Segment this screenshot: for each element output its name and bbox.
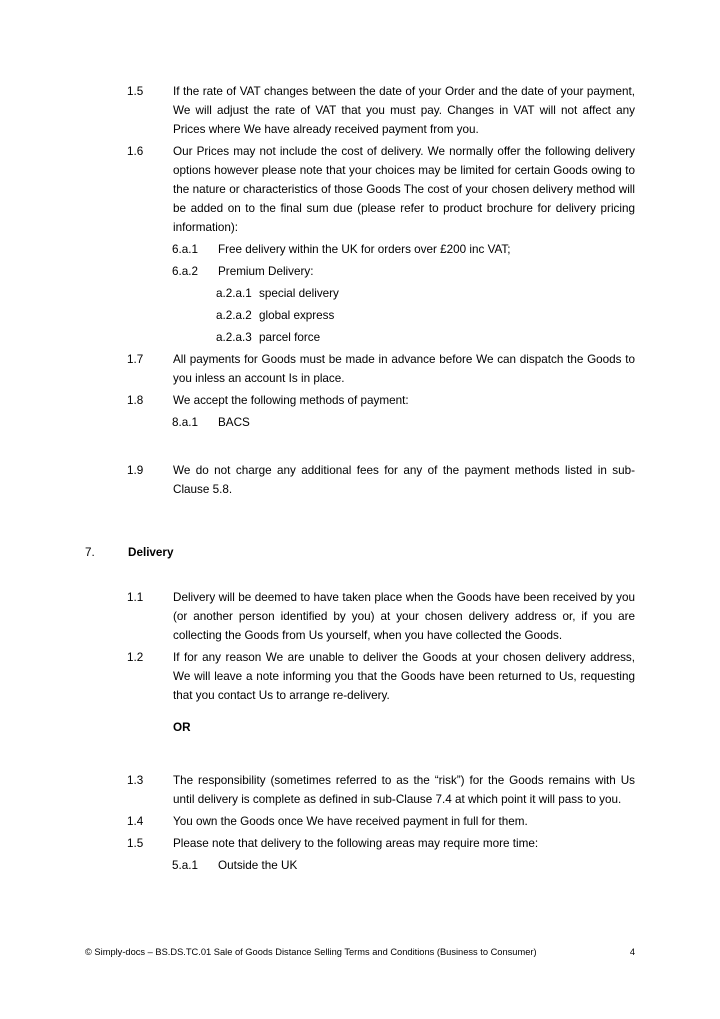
clause-1-5 xyxy=(0,82,720,139)
clause-text: We accept the following methods of payment: xyxy=(173,394,409,407)
subclause-number: 6.a.1 xyxy=(172,243,198,256)
clause-7-1-2 xyxy=(0,648,720,705)
subclause-text: Outside the UK xyxy=(218,859,298,872)
subclause-text: Free delivery within the UK for orders over £200 inc VAT; xyxy=(218,243,511,256)
clause-a-2-a-1 xyxy=(0,284,720,303)
clause-6-a-2 xyxy=(0,262,720,281)
clause-1-8 xyxy=(0,391,720,410)
spacer xyxy=(0,570,720,588)
subsubclause-number: a.2.a.1 xyxy=(216,287,252,300)
footer-page-number: 4 xyxy=(629,947,635,957)
spacer xyxy=(0,708,720,718)
clause-1-9 xyxy=(0,461,720,499)
clause-number: 1.3 xyxy=(127,774,144,787)
clause-5-a-1 xyxy=(0,856,720,875)
clause-number: 1.5 xyxy=(127,837,144,850)
clause-1-7 xyxy=(0,350,720,388)
section-number: 7. xyxy=(85,546,95,559)
clause-text: All payments for Goods must be made in advance before We can dispatch the Goods to you inless an account Is in place. xyxy=(173,353,635,385)
clause-text: We do not charge any additional fees for any of the payment methods listed in sub-Clause 5.8. xyxy=(173,464,635,496)
clause-text: You own the Goods once We have received payment in full for them. xyxy=(173,815,528,828)
clause-number: 1.9 xyxy=(127,464,144,477)
clause-number: 1.2 xyxy=(127,651,144,664)
subclause-number: 6.a.2 xyxy=(172,265,198,278)
page-footer xyxy=(85,946,635,959)
clause-number: 1.5 xyxy=(127,85,144,98)
subsubclause-number: a.2.a.2 xyxy=(216,309,252,322)
clause-number: 1.8 xyxy=(127,394,144,407)
subclause-number: 8.a.1 xyxy=(172,416,198,429)
clause-text: If the rate of VAT changes between the date of your Order and the date of your payment, We will adjust the rate of VAT that you must pay. Changes in VAT will not affect any Prices where We have already received payment from you. xyxy=(173,85,635,136)
subclause-text: BACS xyxy=(218,416,250,429)
clause-number: 1.6 xyxy=(127,145,144,158)
clause-number: 1.7 xyxy=(127,353,144,366)
section-heading-delivery xyxy=(0,543,720,562)
section-title: Delivery xyxy=(128,546,174,559)
clause-text: Our Prices may not include the cost of delivery. We normally offer the following delivery options however please note that your choices may be limited for certain Goods owing to the nature or characteristics of those Goods The cost of your chosen delivery method will be added on to the final sum due (please refer to product brochure for delivery pricing information): xyxy=(173,145,635,234)
clause-8-a-1 xyxy=(0,413,720,432)
spacer xyxy=(0,435,720,461)
subclause-number: 5.a.1 xyxy=(172,859,198,872)
clause-7-1-4 xyxy=(0,812,720,831)
clause-text: If for any reason We are unable to deliver the Goods at your chosen delivery address, We will leave a note informing you that the Goods have been returned to Us, requesting that you contact Us to arrange re-delivery. xyxy=(173,651,635,702)
clause-number: 1.1 xyxy=(127,591,144,604)
subsubclause-number: a.2.a.3 xyxy=(216,331,252,344)
subclause-text: Premium Delivery: xyxy=(218,265,314,278)
clause-1-6 xyxy=(0,142,720,237)
subsubclause-text: global express xyxy=(259,309,335,322)
clause-7-1-1 xyxy=(0,588,720,645)
clause-a-2-a-3 xyxy=(0,328,720,347)
clause-6-a-1 xyxy=(0,240,720,259)
footer-copyright-text: © Simply-docs – BS.DS.TC.01 Sale of Goods Distance Selling Terms and Conditions (Business to Consumer) xyxy=(85,947,537,957)
clause-text: Please note that delivery to the following areas may require more time: xyxy=(173,837,539,850)
subsubclause-text: special delivery xyxy=(259,287,339,300)
or-separator-label: OR xyxy=(173,721,191,734)
clause-a-2-a-2 xyxy=(0,306,720,325)
clause-number: 1.4 xyxy=(127,815,144,828)
subsubclause-text: parcel force xyxy=(259,331,321,344)
clause-text: Delivery will be deemed to have taken place when the Goods have been received by you (or another person identified by you) at your chosen delivery address or, if you are collecting the Goods from Us yourself, when you have collected the Goods. xyxy=(173,591,635,642)
clause-7-1-3 xyxy=(0,771,720,809)
clause-text: The responsibility (sometimes referred to as the “risk”) for the Goods remains with Us until delivery is complete as defined in sub-Clause 7.4 at which point it will pass to you. xyxy=(173,774,635,806)
spacer xyxy=(0,737,720,771)
clause-7-1-5 xyxy=(0,834,720,853)
